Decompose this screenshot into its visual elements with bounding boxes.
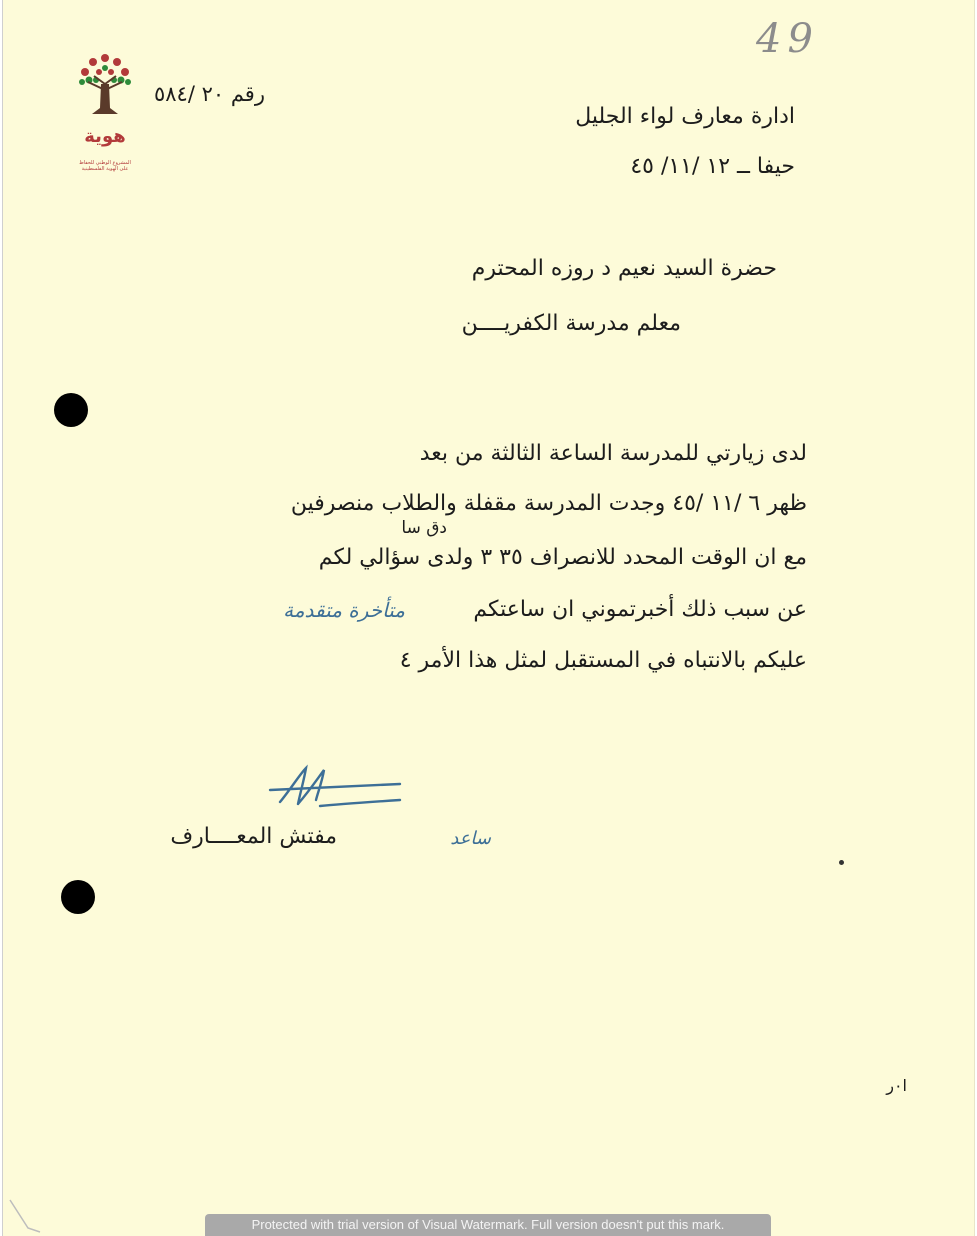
body-line-4: عن سبب ذلك أخبرتموني ان ساعتكم <box>473 597 807 622</box>
ink-speck <box>839 860 844 865</box>
signer-handwritten-title: ساعد <box>450 828 491 849</box>
tree-logo-icon <box>74 50 136 176</box>
punch-hole <box>61 880 95 914</box>
body-line-3: مع ان الوقت المحدد للانصراف ٣٥ ٣ ولدى سؤالي لكم <box>318 545 807 570</box>
interlinear-note: دق سا <box>401 518 447 538</box>
handwritten-correction: متأخرة متقدمة <box>283 598 405 622</box>
logo-caption: المشروع الوطني للحفاظ على الهوية الفلسطينية <box>79 160 131 172</box>
letterhead-place-date: حيفا ــ ١٢ /١١/ ٤٥ <box>630 154 795 179</box>
body-line-2: ظهر ٦ /١١ /٤٥ وجدت المدرسة مقفلة والطلاب منصرفين <box>290 491 807 516</box>
punch-hole <box>54 393 88 427</box>
signature-icon <box>260 760 410 820</box>
watermark-banner: Protected with trial version of Visual Watermark. Full version doesn't put this mark. <box>205 1214 771 1236</box>
footer-initials: ا٠ر <box>886 1076 907 1095</box>
letterhead-office: ادارة معارف لواء الجليل <box>575 104 795 129</box>
folded-corner-icon <box>8 1198 42 1234</box>
body-line-1: لدى زيارتي للمدرسة الساعة الثالثة من بعد <box>419 441 807 466</box>
reference-number: رقم ٢٠ /٥٨٤ <box>153 82 265 106</box>
body-line-5: عليكم بالانتباه في المستقبل لمثل هذا الأمر ٤ <box>399 648 807 673</box>
addressee-name: حضرة السيد نعيم د روزه المحترم <box>471 256 777 281</box>
svg-text:هوية: هوية <box>84 126 126 147</box>
addressee-position: معلم مدرسة الكفريــــن <box>461 311 681 336</box>
signer-title: مفتش المعــــارف <box>170 824 337 849</box>
page-number: 49 <box>756 16 819 62</box>
